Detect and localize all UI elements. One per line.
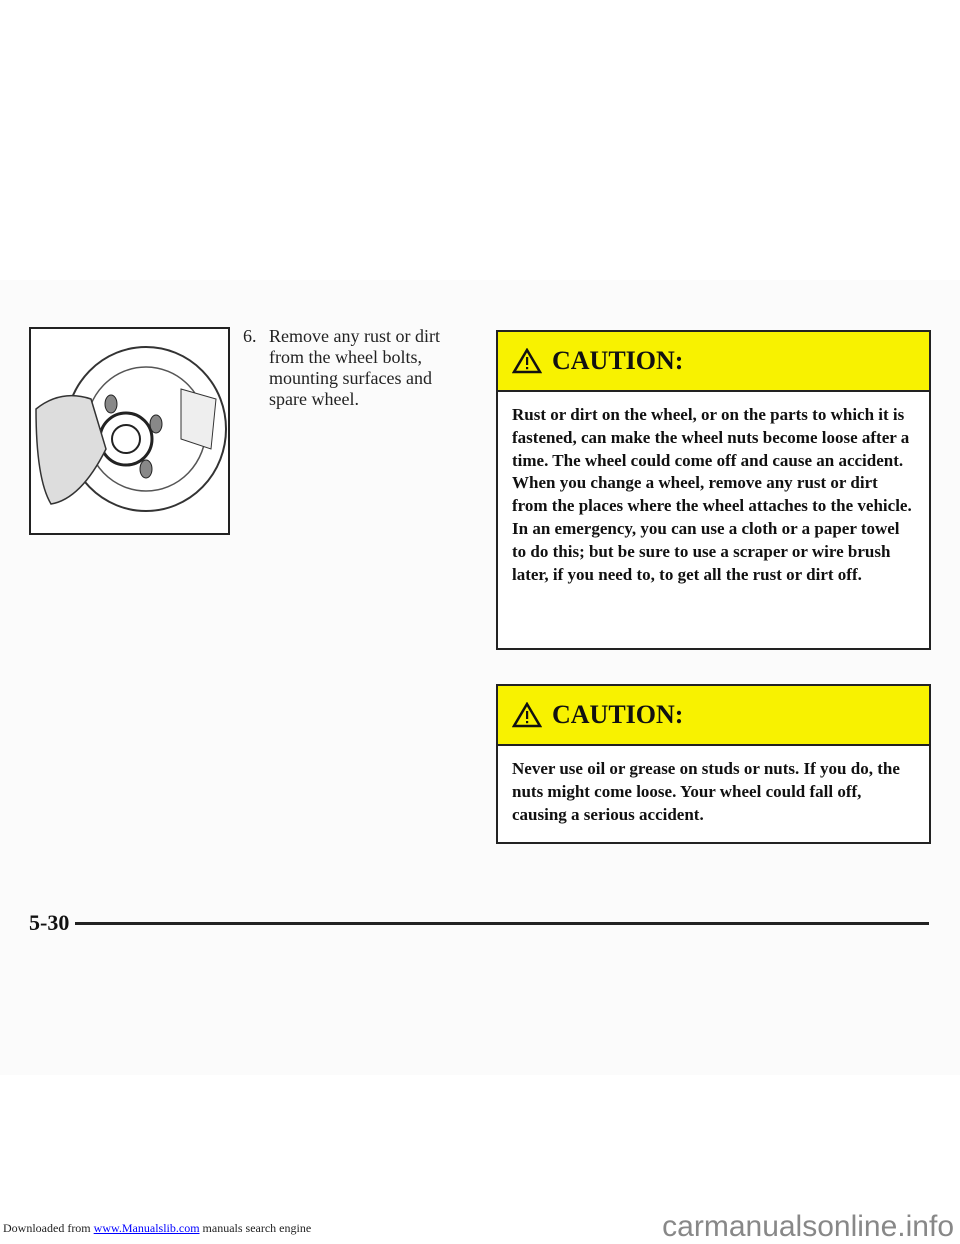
caution-title: CAUTION:	[552, 346, 684, 375]
download-credit	[3, 1221, 311, 1236]
instruction-step	[243, 326, 463, 410]
warning-triangle-icon	[512, 702, 542, 728]
caution-body: Rust or dirt on the wheel, or on the parts to which it is fastened, can make the wheel nuts become loose after a time. The wheel could come off and cause an accident. When you change a wheel, remove any rust or dirt from the places where the wheel attaches to the vehicle. In an emergency, you can use a cloth or a paper towel to do this; but be sure to use a scraper or wire brush later, if you need to, to get all the rust or dirt off.	[512, 405, 912, 584]
footer-rule	[75, 922, 929, 925]
manualslib-link[interactable]: www.Manualslib.com	[93, 1221, 200, 1235]
credit-prefix: Downloaded from	[3, 1221, 91, 1235]
step-text: Remove any rust or dirt from the wheel bolts, mounting surfaces and spare wheel.	[269, 326, 440, 409]
watermark: carmanualsonline.info	[662, 1210, 954, 1243]
caution-header	[498, 686, 929, 746]
credit-suffix: manuals search engine	[202, 1221, 312, 1235]
caution-title: CAUTION:	[552, 700, 684, 729]
caution-body: Never use oil or grease on studs or nuts. If you do, the nuts might come loose. Your wheel could fall off, causing a serious accident.	[512, 759, 900, 824]
wheel-cleaning-illustration	[29, 327, 230, 535]
page-footer	[29, 910, 929, 936]
caution-box-grease	[496, 684, 931, 844]
caution-box-rust	[496, 330, 931, 650]
warning-triangle-icon	[512, 348, 542, 374]
step-number: 6.	[243, 326, 257, 346]
page-number: 5-30	[29, 910, 70, 935]
caution-header	[498, 332, 929, 392]
